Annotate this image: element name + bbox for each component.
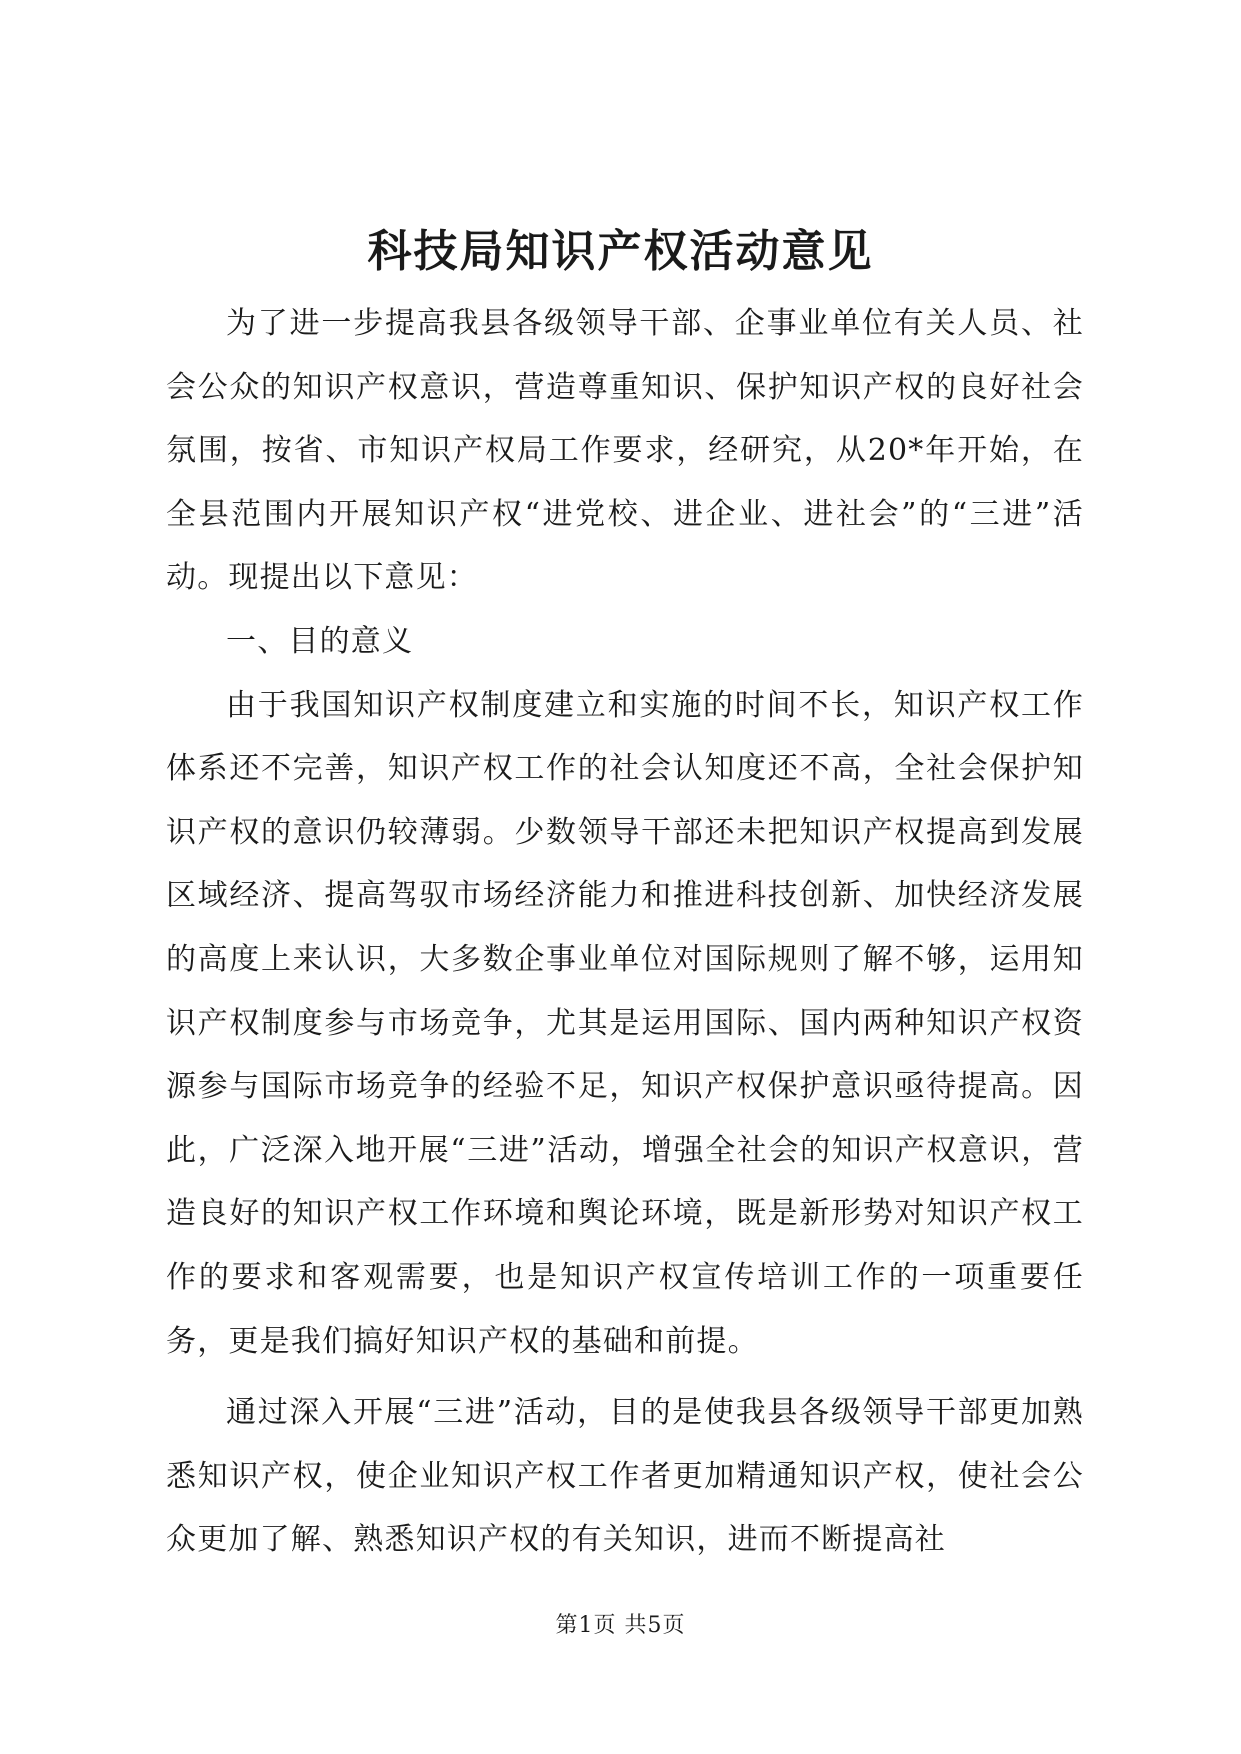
body-paragraph: 由于我国知识产权制度建立和实施的时间不长，知识产权工作体系还不完善，知识产权工作的社会认知度还不高，全社会保护知识产权的意识仍较薄弱。少数领导干部还未把知识产权提高到发展区域经济、提高驾驭市场经济能力和推进科技创新、加快经济发展的高度上来认识，大多数企事业单位对国际规则了解不够，运用知识产权制度参与市场竞争，尤其是运用国际、国内两种知识产权资源参与国际市场竞争的经验不足，知识产权保护意识亟待提高。因此，广泛深入地开展“三进”活动，增强全社会的知识产权意识，营造良好的知识产权工作环境和舆论环境，既是新形势对知识产权工作的要求和客观需要，也是知识产权宣传培训工作的一项重要任务，更是我们搞好知识产权的基础和前提。	[166, 687, 1084, 1359]
page-number-footer: 第1页 共5页	[555, 1613, 686, 1638]
document-title: 科技局知识产权活动意见	[367, 226, 874, 277]
intro-paragraph: 为了进一步提高我县各级领导干部、企事业单位有关人员、社会公众的知识产权意识，营造尊重知识、保护知识产权的良好社会氛围，按省、市知识产权局工作要求，经研究，从20*年开始，在全县范围内开展知识产权“进党校、进企业、进社会”的“三进”活动。现提出以下意见：	[166, 306, 1084, 596]
body-paragraph: 通过深入开展“三进”活动，目的是使我县各级领导干部更加熟悉知识产权，使企业知识产权工作者更加精通知识产权，使社会公众更加了解、熟悉知识产权的有关知识，进而不断提高社	[166, 1395, 1084, 1558]
document-body	[166, 292, 1084, 1572]
section-heading-purpose: 一、目的意义	[226, 623, 414, 659]
